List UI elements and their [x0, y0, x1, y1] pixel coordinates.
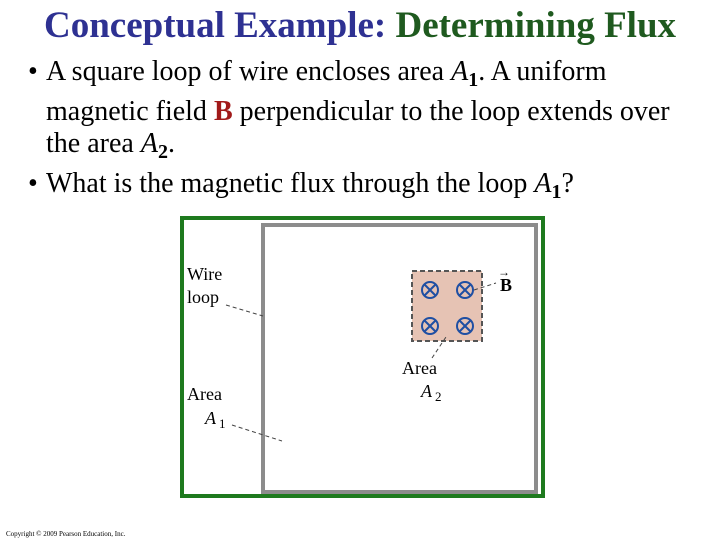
title-prefix: Conceptual Example: — [43, 5, 387, 46]
subscript: 1 — [551, 181, 562, 203]
bullet-dot: • — [28, 56, 38, 87]
area-a1-symbol: A — [205, 408, 216, 428]
bullet-text: . — [167, 128, 175, 159]
area-a1-label: Area — [187, 384, 222, 404]
area-a2-symbol: A — [421, 381, 432, 401]
area-a1-sub: 1 — [219, 416, 226, 431]
area-a2-sub: 2 — [435, 389, 442, 404]
bullet-text: What is the magnetic flux through the loop — [46, 168, 535, 199]
b-vector-arrow: → — [498, 265, 510, 279]
field-symbol: B — [213, 96, 233, 127]
bullet-text: ? — [561, 168, 574, 199]
subscript: 2 — [157, 141, 168, 163]
figure-frame — [182, 218, 543, 496]
symbol-text: A — [534, 168, 552, 199]
bullet-text: perpendicular to the loop extends over the area — [46, 96, 670, 159]
wire-label-line1: Wire — [187, 264, 223, 284]
bullet-dot: • — [28, 168, 38, 199]
wire-label-line2: loop — [187, 287, 220, 307]
b-field-label: B — [500, 275, 513, 295]
symbol-text: A — [451, 56, 469, 87]
area-a2-label: Area — [402, 358, 437, 378]
symbol-text: A — [140, 128, 158, 159]
title-main: Determining Flux — [395, 5, 677, 46]
subscript: 1 — [468, 69, 479, 91]
bullet-text: A square loop of wire encloses area — [46, 56, 452, 87]
bullet-text: . A uniform magnetic field — [46, 56, 607, 127]
copyright-notice: Copyright © 2009 Pearson Education, Inc. — [6, 530, 126, 538]
